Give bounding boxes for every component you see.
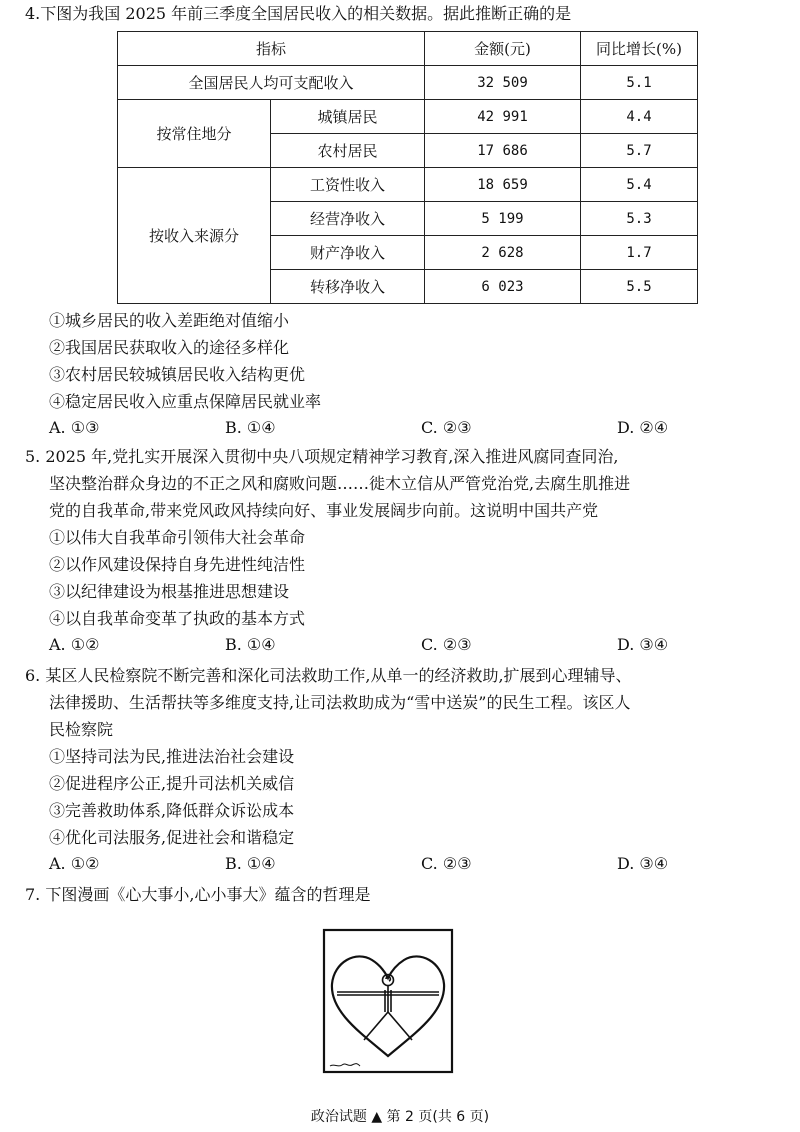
stick-figure (337, 975, 439, 1041)
row-label: 经营净收入 (271, 202, 425, 236)
table-row (118, 66, 698, 100)
row-growth: 5.1 (581, 66, 698, 100)
q5-stem-line-1: 5. 2025 年,党扎实开展深入贯彻中央八项规定精神学习教育,深入推进风腐同查同治, (25, 447, 619, 466)
row-amount: 5 199 (425, 202, 581, 236)
q4-option-a[interactable]: A. ①③ (49, 418, 100, 437)
q6-option-a[interactable]: A. ①② (49, 854, 100, 873)
q4-item-2: ②我国居民获取收入的途径多样化 (49, 338, 290, 357)
q4-item-3: ③农村居民较城镇居民收入结构更优 (49, 365, 306, 384)
row-label: 财产净收入 (271, 236, 425, 270)
group-label-residence: 按常住地分 (118, 100, 271, 168)
q6-option-d[interactable]: D. ③④ (617, 854, 669, 873)
row-growth: 4.4 (581, 100, 698, 134)
row-label: 工资性收入 (271, 168, 425, 202)
q6-option-c[interactable]: C. ②③ (421, 854, 472, 873)
row-growth: 1.7 (581, 236, 698, 270)
q6-item-4: ④优化司法服务,促进社会和谐稳定 (49, 828, 295, 847)
q4-option-b[interactable]: B. ①④ (225, 418, 276, 437)
q5-option-d[interactable]: D. ③④ (617, 635, 669, 654)
q6-stem-line-3: 民检察院 (49, 720, 114, 739)
income-table (117, 31, 698, 304)
row-growth: 5.4 (581, 168, 698, 202)
q5-option-b[interactable]: B. ①④ (225, 635, 276, 654)
q5-options (49, 635, 769, 657)
q6-option-b[interactable]: B. ①④ (225, 854, 276, 873)
q4-item-1: ①城乡居民的收入差距绝对值缩小 (49, 311, 290, 330)
q7-stem: 7. 下图漫画《心大事小,心小事大》蕴含的哲理是 (25, 885, 371, 904)
row-label: 农村居民 (271, 134, 425, 168)
row-amount: 18 659 (425, 168, 581, 202)
table-header-row (118, 32, 698, 66)
q4-option-d[interactable]: D. ②④ (617, 418, 669, 437)
row-amount: 6 023 (425, 270, 581, 304)
q5-option-a[interactable]: A. ①② (49, 635, 100, 654)
row-label: 转移净收入 (271, 270, 425, 304)
q6-item-2: ②促进程序公正,提升司法机关威信 (49, 774, 295, 793)
row-growth: 5.7 (581, 134, 698, 168)
group-label-source: 按收入来源分 (118, 168, 271, 304)
q5-item-3: ③以纪律建设为根基推进思想建设 (49, 582, 290, 601)
row-label: 城镇居民 (271, 100, 425, 134)
heart-cartoon-image (322, 928, 454, 1080)
q4-options (49, 418, 769, 440)
row-amount: 17 686 (425, 134, 581, 168)
header-indicator: 指标 (118, 32, 425, 66)
q6-item-1: ①坚持司法为民,推进法治社会建设 (49, 747, 295, 766)
q6-options (49, 854, 769, 876)
q5-item-2: ②以作风建设保持自身先进性纯洁性 (49, 555, 306, 574)
row-growth: 5.5 (581, 270, 698, 304)
header-growth: 同比增长(%) (581, 32, 698, 66)
row-amount: 2 628 (425, 236, 581, 270)
q6-item-3: ③完善救助体系,降低群众诉讼成本 (49, 801, 295, 820)
row-label: 全国居民人均可支配收入 (118, 66, 425, 100)
artist-signature (330, 1064, 360, 1066)
header-amount: 金额(元) (425, 32, 581, 66)
row-amount: 32 509 (425, 66, 581, 100)
q5-option-c[interactable]: C. ②③ (421, 635, 472, 654)
page-footer: 政治试题 ▲ 第 2 页(共 6 页) (310, 1109, 490, 1125)
q5-stem-line-3: 党的自我革命,带来党风政风持续向好、事业发展阔步向前。这说明中国共产党 (49, 501, 599, 520)
q5-stem-line-2: 坚决整治群众身边的不正之风和腐败问题……徙木立信从严管党治党,去腐生肌推进 (49, 474, 631, 493)
q6-stem-line-1: 6. 某区人民检察院不断完善和深化司法救助工作,从单一的经济救助,扩展到心理辅导、 (25, 666, 632, 685)
q4-stem: 4.下图为我国 2025 年前三季度全国居民收入的相关数据。据此推断正确的是 (25, 4, 572, 23)
q4-option-c[interactable]: C. ②③ (421, 418, 472, 437)
row-amount: 42 991 (425, 100, 581, 134)
q4-item-4: ④稳定居民收入应重点保障居民就业率 (49, 392, 322, 411)
row-growth: 5.3 (581, 202, 698, 236)
q5-item-4: ④以自我革命变革了执政的基本方式 (49, 609, 306, 628)
q6-stem-line-2: 法律援助、生活帮扶等多维度支持,让司法救助成为“雪中送炭”的民生工程。该区人 (49, 693, 631, 712)
table-row (118, 100, 698, 134)
q5-item-1: ①以伟大自我革命引领伟大社会革命 (49, 528, 306, 547)
table-row (118, 168, 698, 202)
